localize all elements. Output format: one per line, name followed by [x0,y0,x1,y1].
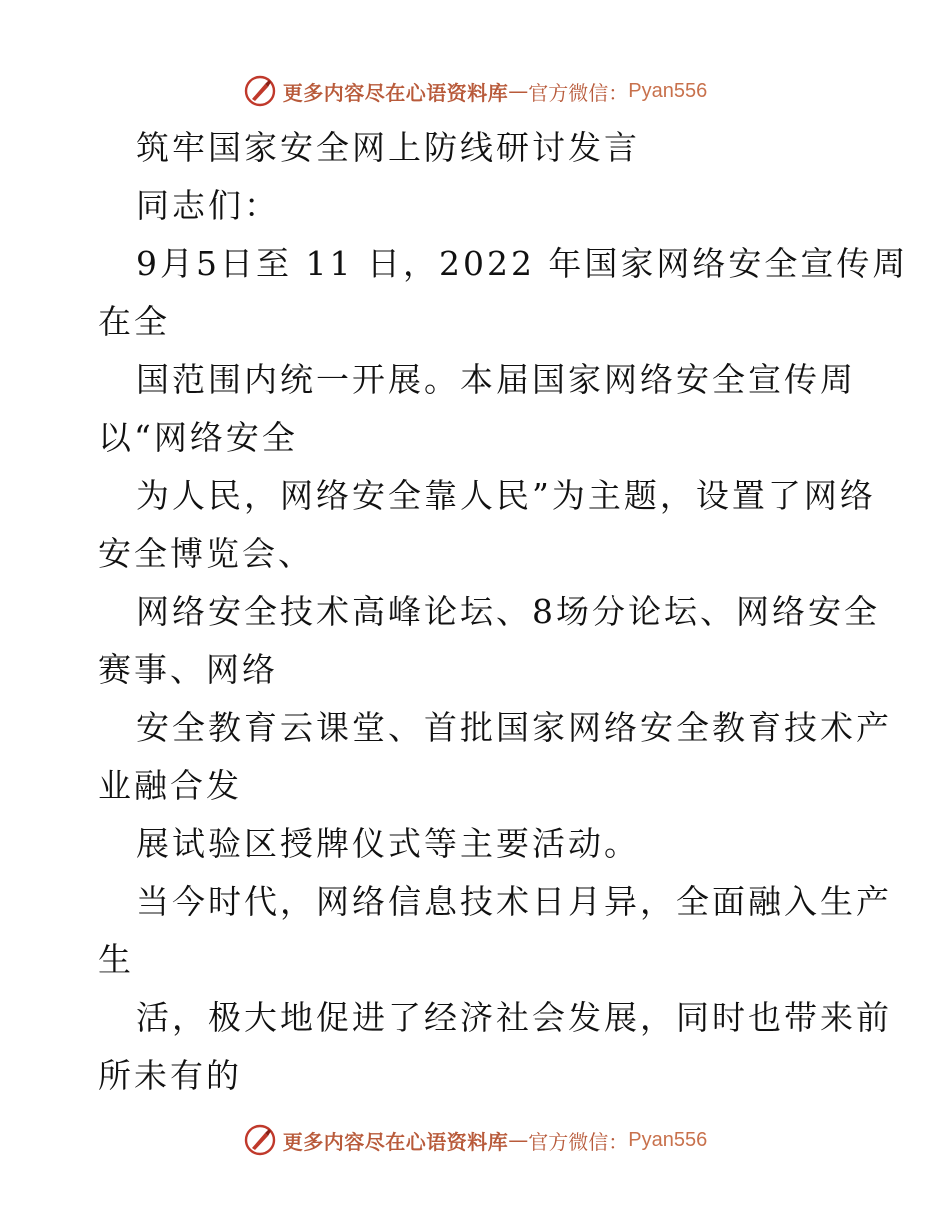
paragraph-line: 安全博览会、 [98,534,314,573]
paragraph-line: 国范围内统一开展。本届国家网络安全宣传周 [136,360,856,399]
paragraph-line: 为人民，网络安全靠人民”为主题，设置了网络 [136,476,876,515]
paragraph-line: 当今时代，网络信息技术日月异，全面融入生产 [136,882,892,921]
paragraph-line: 网络安全技术高峰论坛、8场分论坛、网络安全 [136,592,880,631]
banner-wechat-id: Pyan556 [628,1128,708,1151]
banner-site-text: 更多内容尽在心语资料库 [282,1129,509,1154]
paragraph-line: 所未有的 [98,1056,242,1095]
paragraph-line: 生 [98,940,134,979]
paragraph-line: 展试验区授牌仪式等主要活动。 [136,824,640,863]
header-banner [0,71,950,111]
banner-separator: — [508,1128,529,1152]
banner-wechat-label: 官方微信： [528,1129,629,1154]
paragraph-line: 以“网络安全 [98,418,298,457]
paragraph-line: 赛事、网络 [98,650,278,689]
banner-wechat-id: Pyan556 [628,79,708,102]
banner-site-text: 更多内容尽在心语资料库 [282,80,509,105]
paragraph-line: 同志们： [136,186,280,225]
paragraph-line: 9月5日至 11 日，2022 年国家网络安全宣传周 [136,244,909,283]
paragraph-line: 安全教育云课堂、首批国家网络安全教育技术产 [136,708,892,747]
banner-wechat-label: 官方微信： [528,80,629,105]
paragraph-line: 活，极大地促进了经济社会发展，同时也带来前 [136,998,892,1037]
footer-banner [0,1120,950,1160]
paragraph-line: 业融合发 [98,766,242,805]
pen-logo-icon [243,74,277,108]
banner-separator: — [508,79,529,103]
pen-logo-icon [243,1123,277,1157]
paragraph-line: 在全 [98,302,170,341]
document-title: 筑牢国家安全网上防线研讨发言 [136,128,640,167]
